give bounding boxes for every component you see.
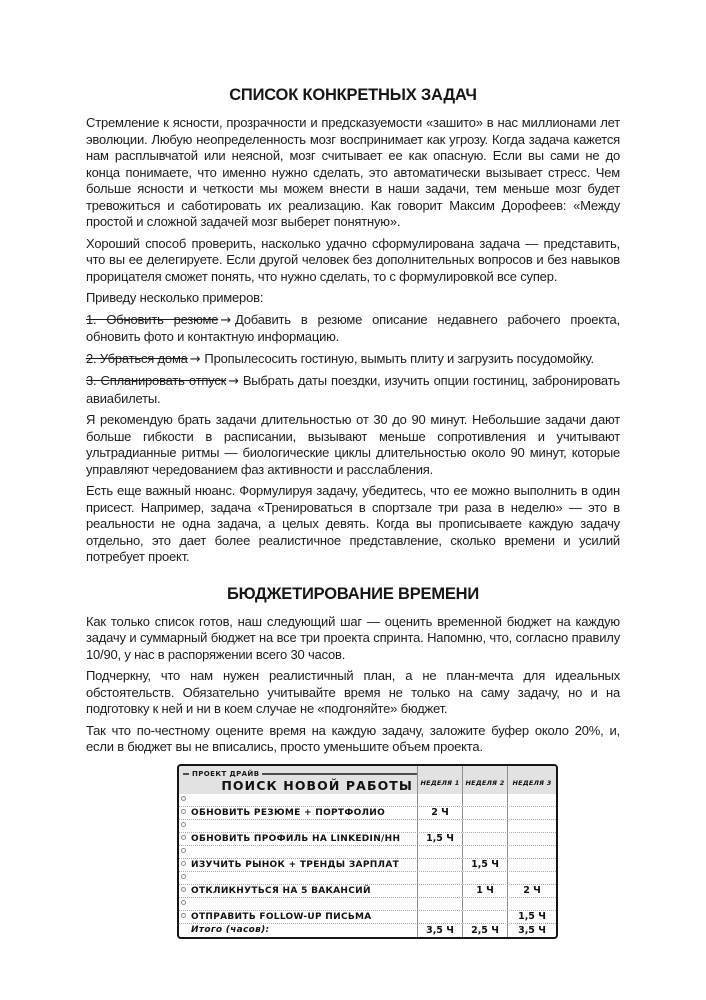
week3-hours: 1,5 Ч (507, 911, 556, 923)
section-title-task-list: СПИСОК КОНКРЕТНЫХ ЗАДАЧ (229, 86, 477, 104)
struck-old-task: 2. Убраться дома (86, 350, 188, 366)
week3-total: 3,5 Ч (507, 924, 556, 937)
worksheet-total-row (179, 924, 556, 937)
week1-hours (417, 859, 462, 871)
worksheet-header (179, 766, 556, 794)
project-tab-row (183, 770, 417, 778)
ring-hole-icon (181, 848, 186, 853)
project-tab-label: ПРОЕКТ ДРАЙВ (192, 769, 260, 778)
column-header-week1: НЕДЕЛЯ 1 (417, 766, 462, 794)
table-row (179, 807, 556, 820)
table-row (179, 833, 556, 846)
task-name: ОТПРАВИТЬ FOLLOW-UP ПИСЬМА (191, 911, 372, 922)
week2-hours: 1 Ч (462, 885, 507, 897)
task-name: ОБНОВИТЬ РЕЗЮМЕ + ПОРТФОЛИО (191, 807, 386, 818)
week1-hours (417, 911, 462, 923)
table-row (179, 859, 556, 872)
week2-hours (462, 833, 507, 845)
task-name: ОБНОВИТЬ ПРОФИЛЬ НА LINKEDIN/HH (191, 833, 401, 844)
section-title-time-budgeting: БЮДЖЕТИРОВАНИЕ ВРЕМЕНИ (226, 584, 480, 603)
time-budget-worksheet (177, 764, 558, 939)
ring-hole-icon (181, 874, 186, 879)
week3-hours (507, 807, 556, 819)
tab-rule-line (262, 773, 417, 775)
week2-hours: 1,5 Ч (462, 859, 507, 871)
task-name: ИЗУЧИТЬ РЫНОК + ТРЕНДЫ ЗАРПЛАТ (191, 859, 400, 870)
worksheet-title: ПОИСК НОВОЙ РАБОТЫ (221, 777, 413, 793)
example-new-task: Выбрать даты поездки, изучить опции гостиниц, забронировать авиабилеты. (86, 373, 620, 406)
ring-hole-icon (181, 861, 186, 866)
week3-hours (507, 833, 556, 845)
ring-hole-icon (181, 887, 186, 892)
example-new-task: Пропылесосить гостиную, вымыть плиту и загрузить посудомойку. (204, 350, 594, 366)
week2-hours (462, 911, 507, 923)
ring-hole-icon (181, 900, 186, 905)
spacer-row (179, 820, 556, 833)
paragraph-examples-intro: Приведу несколько примеров: (86, 290, 264, 305)
week1-hours: 1,5 Ч (417, 833, 462, 845)
paragraph-realistic-plan: Подчеркну, что нам нужен реалистичный план, а не план-мечта для идеальных обстоятельств. Обязательно учитывайте время не только на саму задачу, но и на подготовку к ней и ни в коем случае не «подгоняйте» бюджет. (86, 668, 620, 716)
week1-hours (417, 885, 462, 897)
week2-hours (462, 807, 507, 819)
example-new-task: Добавить в резюме описание недавнего рабочего проекта, обновить фото и контактную информацию. (86, 311, 620, 344)
ring-hole-icon (181, 913, 186, 918)
week1-total: 3,5 Ч (417, 924, 462, 937)
spacer-row (179, 898, 556, 911)
arrow-right-icon: → (228, 374, 239, 389)
paragraph-buffer: Так что по-честному оцените время на каждую задачу, заложите буфер около 20%, и, если в бюджет вы не вписались, просто уменьшите объем проекта. (86, 722, 620, 754)
ring-hole-icon (181, 796, 186, 801)
example-item-resume (86, 312, 620, 346)
spacer-row (179, 872, 556, 885)
arrow-right-icon: → (220, 312, 232, 328)
struck-old-task: 3. Спланировать отпуск (86, 373, 227, 388)
paragraph-one-sitting: Есть еще важный нюанс. Формулируя задачу, убедитесь, что ее можно выполнить в один присест. Например, задача «Тренироваться в спортзале три раза в неделю» — это в реальности не одна задача, а целых девять. Когда вы прописываете каждую задачу отдельно, это дает более реалистичное представление, сколько времени и усилий потребует проект. (86, 483, 620, 564)
week1-hours: 2 Ч (417, 807, 462, 819)
paragraph-budget-step: Как только список готов, наш следующий шаг — оценить временной бюджет на каждую задачу и суммарный бюджет на все три проекта спринта. Напомню, что, согласно правилу 10/90, у нас в распоряжении всего 30 часов. (86, 613, 620, 662)
worksheet-body (179, 794, 556, 924)
column-header-week2: НЕДЕЛЯ 2 (462, 766, 507, 794)
week3-hours (507, 859, 556, 871)
worksheet-header-left (179, 766, 417, 794)
total-label: Итого (часов): (191, 925, 270, 935)
table-row (179, 911, 556, 924)
arrow-right-icon: → (189, 351, 201, 367)
spacer-row (179, 794, 556, 807)
example-item-cleaning (86, 351, 620, 369)
week2-total: 2,5 Ч (462, 924, 507, 937)
tab-dash-line (183, 773, 189, 775)
example-item-vacation (86, 373, 620, 407)
column-header-week3: НЕДЕЛЯ 3 (507, 766, 556, 794)
spacer-row (179, 846, 556, 859)
ring-hole-icon (181, 822, 186, 827)
table-row (179, 885, 556, 898)
task-name: ОТКЛИКНУТЬСЯ НА 5 ВАКАНСИЙ (191, 885, 371, 896)
paragraph-evolution: Стремление к ясности, прозрачности и предсказуемости «зашито» в нас миллионами лет эволюции. Любую неопределенность мозг воспринимает как угрозу. Когда задача кажется нам расплывчатой или неясной, мозг считывает ее как опасную. Если вы сами не до конца понимаете, что именно нужно сделать, это автоматически вызывает стресс. Чем больше ясности и четкости мы можем внести в наши задачи, тем меньше мозг будет тревожиться и саботировать их реализацию. Как говорит Максим Дорофеев: «Между простой и сложной задачей мозг выберет понятную». (86, 115, 620, 229)
week3-hours: 2 Ч (507, 885, 556, 897)
ring-hole-icon (181, 835, 186, 840)
paragraph-delegation-check: Хороший способ проверить, насколько удачно сформулирована задача — представить, что вы ее делегируете. Если другой человек без дополнительных вопросов и без навыков прорицателя сможет понять, что нужно сделать, то с формулировкой все супер. (86, 235, 620, 284)
struck-old-task: 1. Обновить резюме (86, 311, 219, 327)
ring-hole-icon (181, 809, 186, 814)
paragraph-task-duration: Я рекомендую брать задачи длительностью от 30 до 90 минут. Небольшие задачи дают больше гибкости в расписании, вызывают меньше сопротивления и учитывают ультрадианные ритмы — биологические циклы длительностью около 90 минут, которые управляют чередованием фаз активности и расслабления. (86, 412, 620, 477)
